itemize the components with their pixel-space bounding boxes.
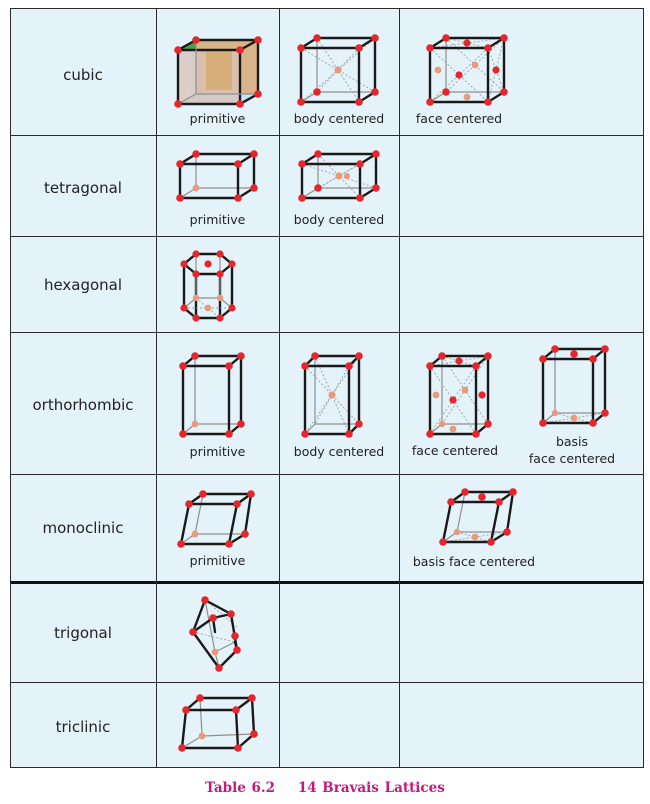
cubic-primitive-lattice: [170, 28, 270, 110]
table-title: 14 Bravais Lattices: [297, 780, 445, 796]
row-label-trigonal: trigonal: [54, 624, 112, 642]
monoclinic-basis-face-centered-lattice: [435, 484, 535, 552]
row-label-tetragonal: tetragonal: [44, 179, 122, 197]
row-label-triclinic: triclinic: [55, 718, 111, 736]
orthorhombic-body-centered-lattice: [297, 348, 377, 443]
row-divider: [10, 682, 644, 683]
tetragonal-body-centered-lattice: [294, 146, 394, 208]
row-label-monoclinic: monoclinic: [42, 519, 124, 537]
row-divider: [10, 332, 644, 333]
caption-monoclinic-basis-face-centered: basis face centered: [412, 554, 536, 569]
caption-monoclinic-primitive: primitive: [189, 553, 246, 568]
monoclinic-primitive-lattice: [173, 486, 273, 554]
hexagonal-lattice: [176, 246, 256, 326]
caption-cubic-face-centered: face centered: [415, 111, 503, 126]
row-label-hexagonal: hexagonal: [43, 276, 123, 294]
caption-orthorhombic-face-centered: face centered: [411, 443, 499, 458]
row-divider-thick: [10, 581, 644, 584]
caption-tetragonal-primitive: primitive: [189, 212, 246, 227]
row-divider: [10, 474, 644, 475]
caption-orthorhombic-basis-line1: basis: [555, 434, 589, 449]
cubic-face-centered-lattice: [420, 28, 520, 110]
table-number: Table 6.2: [205, 780, 275, 796]
caption-orthorhombic-primitive: primitive: [189, 444, 246, 459]
orthorhombic-face-centered-lattice: [422, 348, 502, 443]
row-label-cubic: cubic: [63, 66, 103, 84]
orthorhombic-primitive-lattice: [175, 348, 255, 443]
row-divider: [10, 236, 644, 237]
caption-cubic-primitive: primitive: [189, 111, 246, 126]
column-divider: [643, 8, 644, 768]
row-label-orthorhombic: orthorhombic: [32, 396, 134, 414]
caption-cubic-body-centered: body centered: [293, 111, 385, 126]
tetragonal-primitive-lattice: [172, 146, 272, 208]
caption-tetragonal-body-centered: body centered: [293, 212, 385, 227]
column-divider: [10, 8, 11, 768]
cubic-body-centered-lattice: [293, 28, 393, 110]
caption-orthorhombic-basis-line2: face centered: [528, 451, 616, 466]
column-divider: [399, 8, 400, 768]
column-divider: [279, 8, 280, 768]
orthorhombic-basis-face-centered-lattice: [535, 341, 615, 431]
triclinic-lattice: [172, 690, 272, 762]
trigonal-lattice: [185, 592, 255, 676]
column-divider: [156, 8, 157, 768]
bravais-lattice-table: [10, 8, 644, 768]
row-divider: [10, 135, 644, 136]
caption-orthorhombic-body-centered: body centered: [293, 444, 385, 459]
row-divider: [10, 8, 644, 9]
row-divider: [10, 767, 644, 768]
table-caption: [0, 780, 650, 796]
